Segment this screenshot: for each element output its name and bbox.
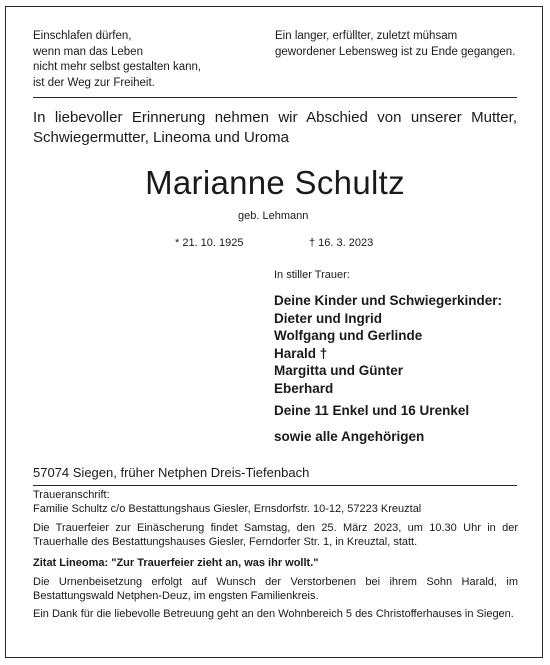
grandchildren-line: Deine 11 Enkel und 16 Urenkel <box>274 403 470 418</box>
poem-left-line: wenn man das Leben <box>33 45 143 58</box>
death-date: † 16. 3. 2023 <box>309 237 374 249</box>
poem-right <box>275 29 515 60</box>
intro-text: In liebevoller Erinnerung nehmen wir Abschied von unserer Mutter, Schwiegermutter, Lineoma und Uroma <box>33 109 517 146</box>
poem-left-line: Einschlafen dürfen, <box>33 30 132 42</box>
address-label: Traueranschrift: <box>33 489 110 501</box>
mourners-list <box>274 292 502 397</box>
poem-left-line: ist der Weg zur Freiheit. <box>33 76 155 89</box>
birth-date: * 21. 10. 1925 <box>175 237 244 249</box>
ceremony-text: Die Trauerfeier zur Einäscherung findet Samstag, den 25. März 2023, um 10.30 Uhr in der Trauerhalle des Bestattungshauses Giesler, Ferndorfer Str. 1, in Kreuztal, statt. <box>33 522 518 548</box>
poem-left <box>33 29 201 91</box>
address-block <box>33 488 518 516</box>
poem-right-line: Ein langer, erfüllter, zuletzt mühsam <box>275 30 458 42</box>
quote-text: Zitat Lineoma: "Zur Trauerfeier zieht an, was ihr wollt." <box>33 557 319 569</box>
mourner-line: Eberhard <box>274 380 334 396</box>
relatives-line: sowie alle Angehörigen <box>274 429 425 444</box>
burial-text: Die Urnenbeisetzung erfolgt auf Wunsch der Verstorbenen bei ihrem Sohn Harald, im Bestattungswald Netphen-Deuz, im engsten Familienkreis. <box>33 576 518 602</box>
poem-right-line: gewordener Lebensweg ist zu Ende gegangen. <box>275 45 516 58</box>
poem-left-line: nicht mehr selbst gestalten kann, <box>33 61 202 73</box>
mourner-line: Deine Kinder und Schwiegerkinder: <box>274 293 503 308</box>
mourner-line: Harald † <box>274 345 328 361</box>
mourner-line: Dieter und Ingrid <box>274 310 382 326</box>
address-text: Familie Schultz c/o Bestattungshaus Giesler, Ernsdorfstr. 10-12, 57223 Kreuztal <box>33 503 422 515</box>
place-line: 57074 Siegen, früher Netphen Dreis-Tiefenbach <box>33 465 310 480</box>
divider-bottom <box>33 485 517 486</box>
maiden-name: geb. Lehmann <box>238 210 309 222</box>
deceased-name: Marianne Schultz <box>145 164 405 201</box>
mourner-line: Wolfgang und Gerlinde <box>274 328 423 343</box>
thanks-text: Ein Dank für die liebevolle Betreuung geht an den Wohnbereich 5 des Christofferhauses in Siegen. <box>33 608 514 620</box>
mourner-line: Margitta und Günter <box>274 363 403 378</box>
divider-top <box>33 97 517 98</box>
mourning-label: In stiller Trauer: <box>274 269 350 281</box>
